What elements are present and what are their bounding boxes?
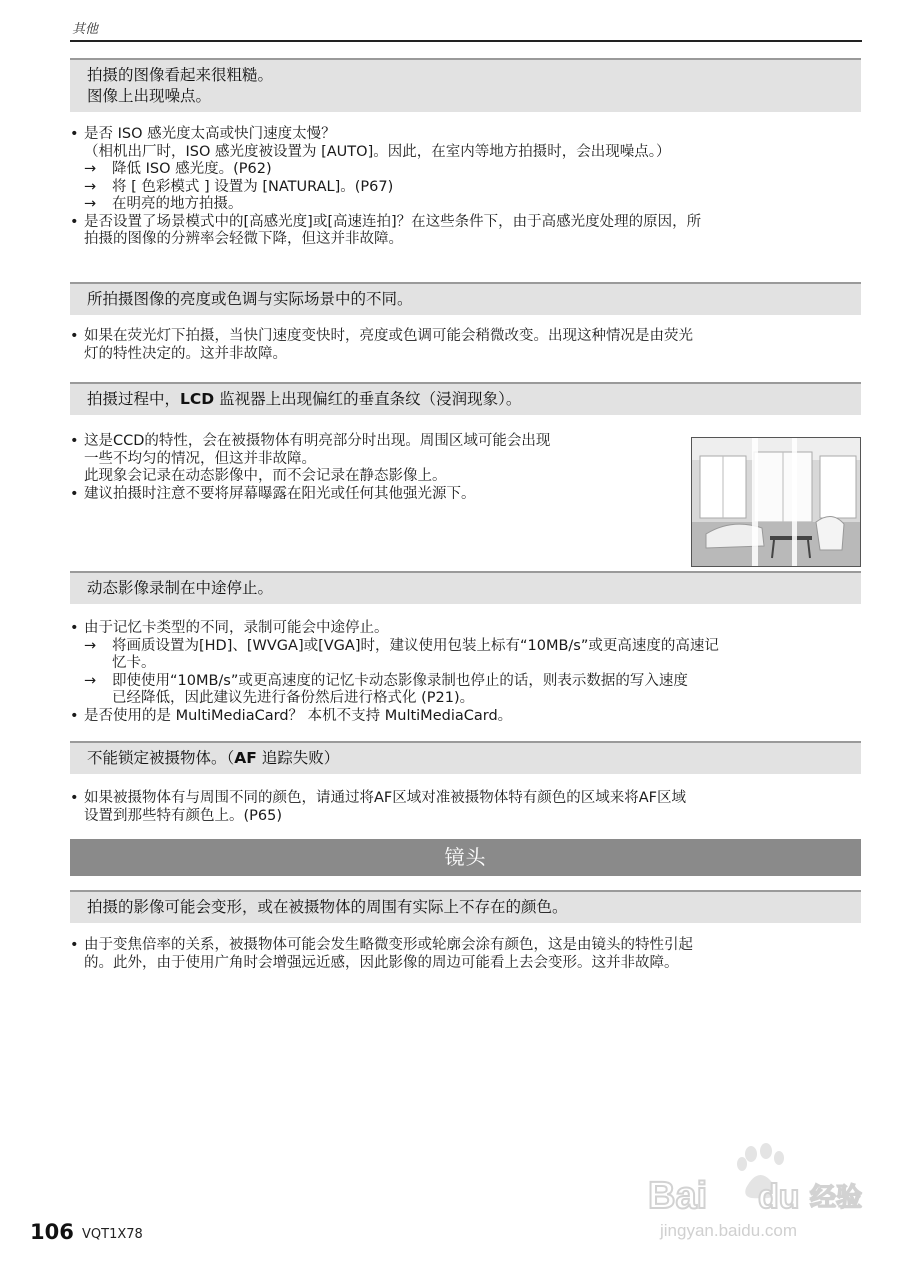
heading-distortion bbox=[70, 890, 861, 923]
smear-example-photo bbox=[691, 437, 861, 567]
heading-distortion-text: 拍摄的影像可能会变形，或在被摄物体的周围有实际上不存在的颜色。 bbox=[87, 898, 568, 916]
text-line: 的。此外，由于使用广角时会增强远近感，因此影像的周边可能看上去会变形。这并非故障。 bbox=[84, 954, 679, 971]
heading-smear bbox=[70, 382, 861, 415]
text-line: 此现象会记录在动态影像中，而不会记录在静态影像上。 bbox=[84, 468, 447, 484]
arrow-item: → 即使使用“10MB/s”或更高速度的记忆卡动态影像录制也停止的话，则表示数据的写入速度 bbox=[84, 672, 688, 689]
heading-af-tracking-text: 不能锁定被摄物体。（AF 追踪失败） bbox=[87, 749, 340, 767]
bullet-item: • 这是CCD的特性，会在被摄物体有明亮部分时出现。周围区域可能会出现 bbox=[70, 433, 551, 449]
heading-af-tracking bbox=[70, 741, 861, 774]
svg-text:du: du bbox=[758, 1178, 800, 1216]
arrow-icon: → bbox=[84, 178, 97, 195]
arrow-item: → 在明亮的地方拍摄。 bbox=[84, 196, 243, 212]
model-code: VQT1X78 bbox=[82, 1227, 143, 1242]
body-movie-stop bbox=[70, 620, 862, 725]
heading-brightness bbox=[70, 282, 861, 315]
text-line: 一些不均匀的情况，但这并非故障。 bbox=[84, 450, 316, 467]
bullet-item: • 是否设置了场景模式中的[高感光度]或[高速连拍]？在这些条件下，由于高感光度处理的原因，所 bbox=[70, 213, 702, 230]
arrow-icon: → bbox=[84, 672, 97, 689]
arrow-item: → 将画质设置为[HD]、[WVGA]或[VGA]时，建议使用包装上标有“10MB/s”或更高速度的高速记 bbox=[84, 637, 719, 654]
text-line: 忆卡。 bbox=[112, 655, 156, 671]
bullet-item: • 由于记忆卡类型的不同，录制可能会中途停止。 bbox=[70, 620, 389, 636]
header-section-label: 其他 bbox=[72, 22, 99, 37]
heading-smear-text: 拍摄过程中，LCD 监视器上出现偏红的垂直条纹（浸润现象）。 bbox=[87, 390, 522, 408]
body-distortion bbox=[70, 937, 862, 972]
arrow-item: → 降低 ISO 感光度。(P62) bbox=[84, 161, 272, 177]
arrow-item: → 将 [ 色彩模式 ] 设置为 [NATURAL]。(P67) bbox=[84, 178, 394, 195]
arrow-icon: → bbox=[84, 196, 97, 212]
body-noise bbox=[70, 126, 862, 249]
bullet-item: • 由于变焦倍率的关系，被摄物体可能会发生略微变形或轮廓会涂有颜色，这是由镜头的特性引起 bbox=[70, 937, 693, 953]
arrow-icon: → bbox=[84, 161, 97, 177]
text-line: 已经降低，因此建议先进行备份然后进行格式化 (P21)。 bbox=[112, 690, 475, 706]
body-brightness bbox=[70, 328, 862, 363]
heading-noise bbox=[70, 58, 861, 112]
baidu-watermark bbox=[638, 1140, 868, 1250]
bullet-item: • 是否使用的是 MultiMediaCard？ 本机不支持 MultiMediaCard。 bbox=[70, 707, 513, 724]
heading-brightness-text: 所拍摄图像的亮度或色调与实际场景中的不同。 bbox=[87, 290, 413, 308]
bullet-item: • 建议拍摄时注意不要将屏幕曝露在阳光或任何其他强光源下。 bbox=[70, 485, 476, 502]
heading-noise-line-2: 图像上出现噪点。 bbox=[87, 87, 212, 105]
arrow-icon: → bbox=[84, 637, 97, 654]
text-line: 拍摄的图像的分辨率会轻微下降，但这并非故障。 bbox=[84, 231, 403, 247]
text-line: （相机出厂时，ISO 感光度被设置为 [AUTO]。因此，在室内等地方拍摄时，会出现噪点。） bbox=[84, 143, 671, 160]
svg-text:经验: 经验 bbox=[810, 1183, 863, 1213]
text-line: 灯的特性决定的。这并非故障。 bbox=[84, 345, 287, 362]
bullet-item: • 如果在荧光灯下拍摄，当快门速度变快时，亮度或色调可能会稍微改变。出现这种情况是由荧光 bbox=[70, 328, 693, 344]
svg-text:jingyan.baidu.com: jingyan.baidu.com bbox=[660, 1221, 798, 1240]
page-number: 106 bbox=[30, 1220, 74, 1244]
section-title-lens: 镜头 bbox=[70, 839, 861, 876]
heading-movie-stop-text: 动态影像录制在中途停止。 bbox=[87, 579, 274, 597]
heading-movie-stop bbox=[70, 571, 861, 604]
header-rule bbox=[70, 40, 862, 42]
heading-noise-line-1: 拍摄的图像看起来很粗糙。 bbox=[87, 66, 274, 84]
body-af-tracking bbox=[70, 790, 862, 825]
svg-text:Bai: Bai bbox=[648, 1175, 708, 1217]
bullet-item: • 是否 ISO 感光度太高或快门速度太慢？ bbox=[70, 126, 336, 142]
text-line: 设置到那些特有颜色上。(P65) bbox=[84, 807, 283, 824]
bullet-item: • 如果被摄物体有与周围不同的颜色，请通过将AF区域对准被摄物体特有颜色的区域来将AF区域 bbox=[70, 790, 687, 806]
